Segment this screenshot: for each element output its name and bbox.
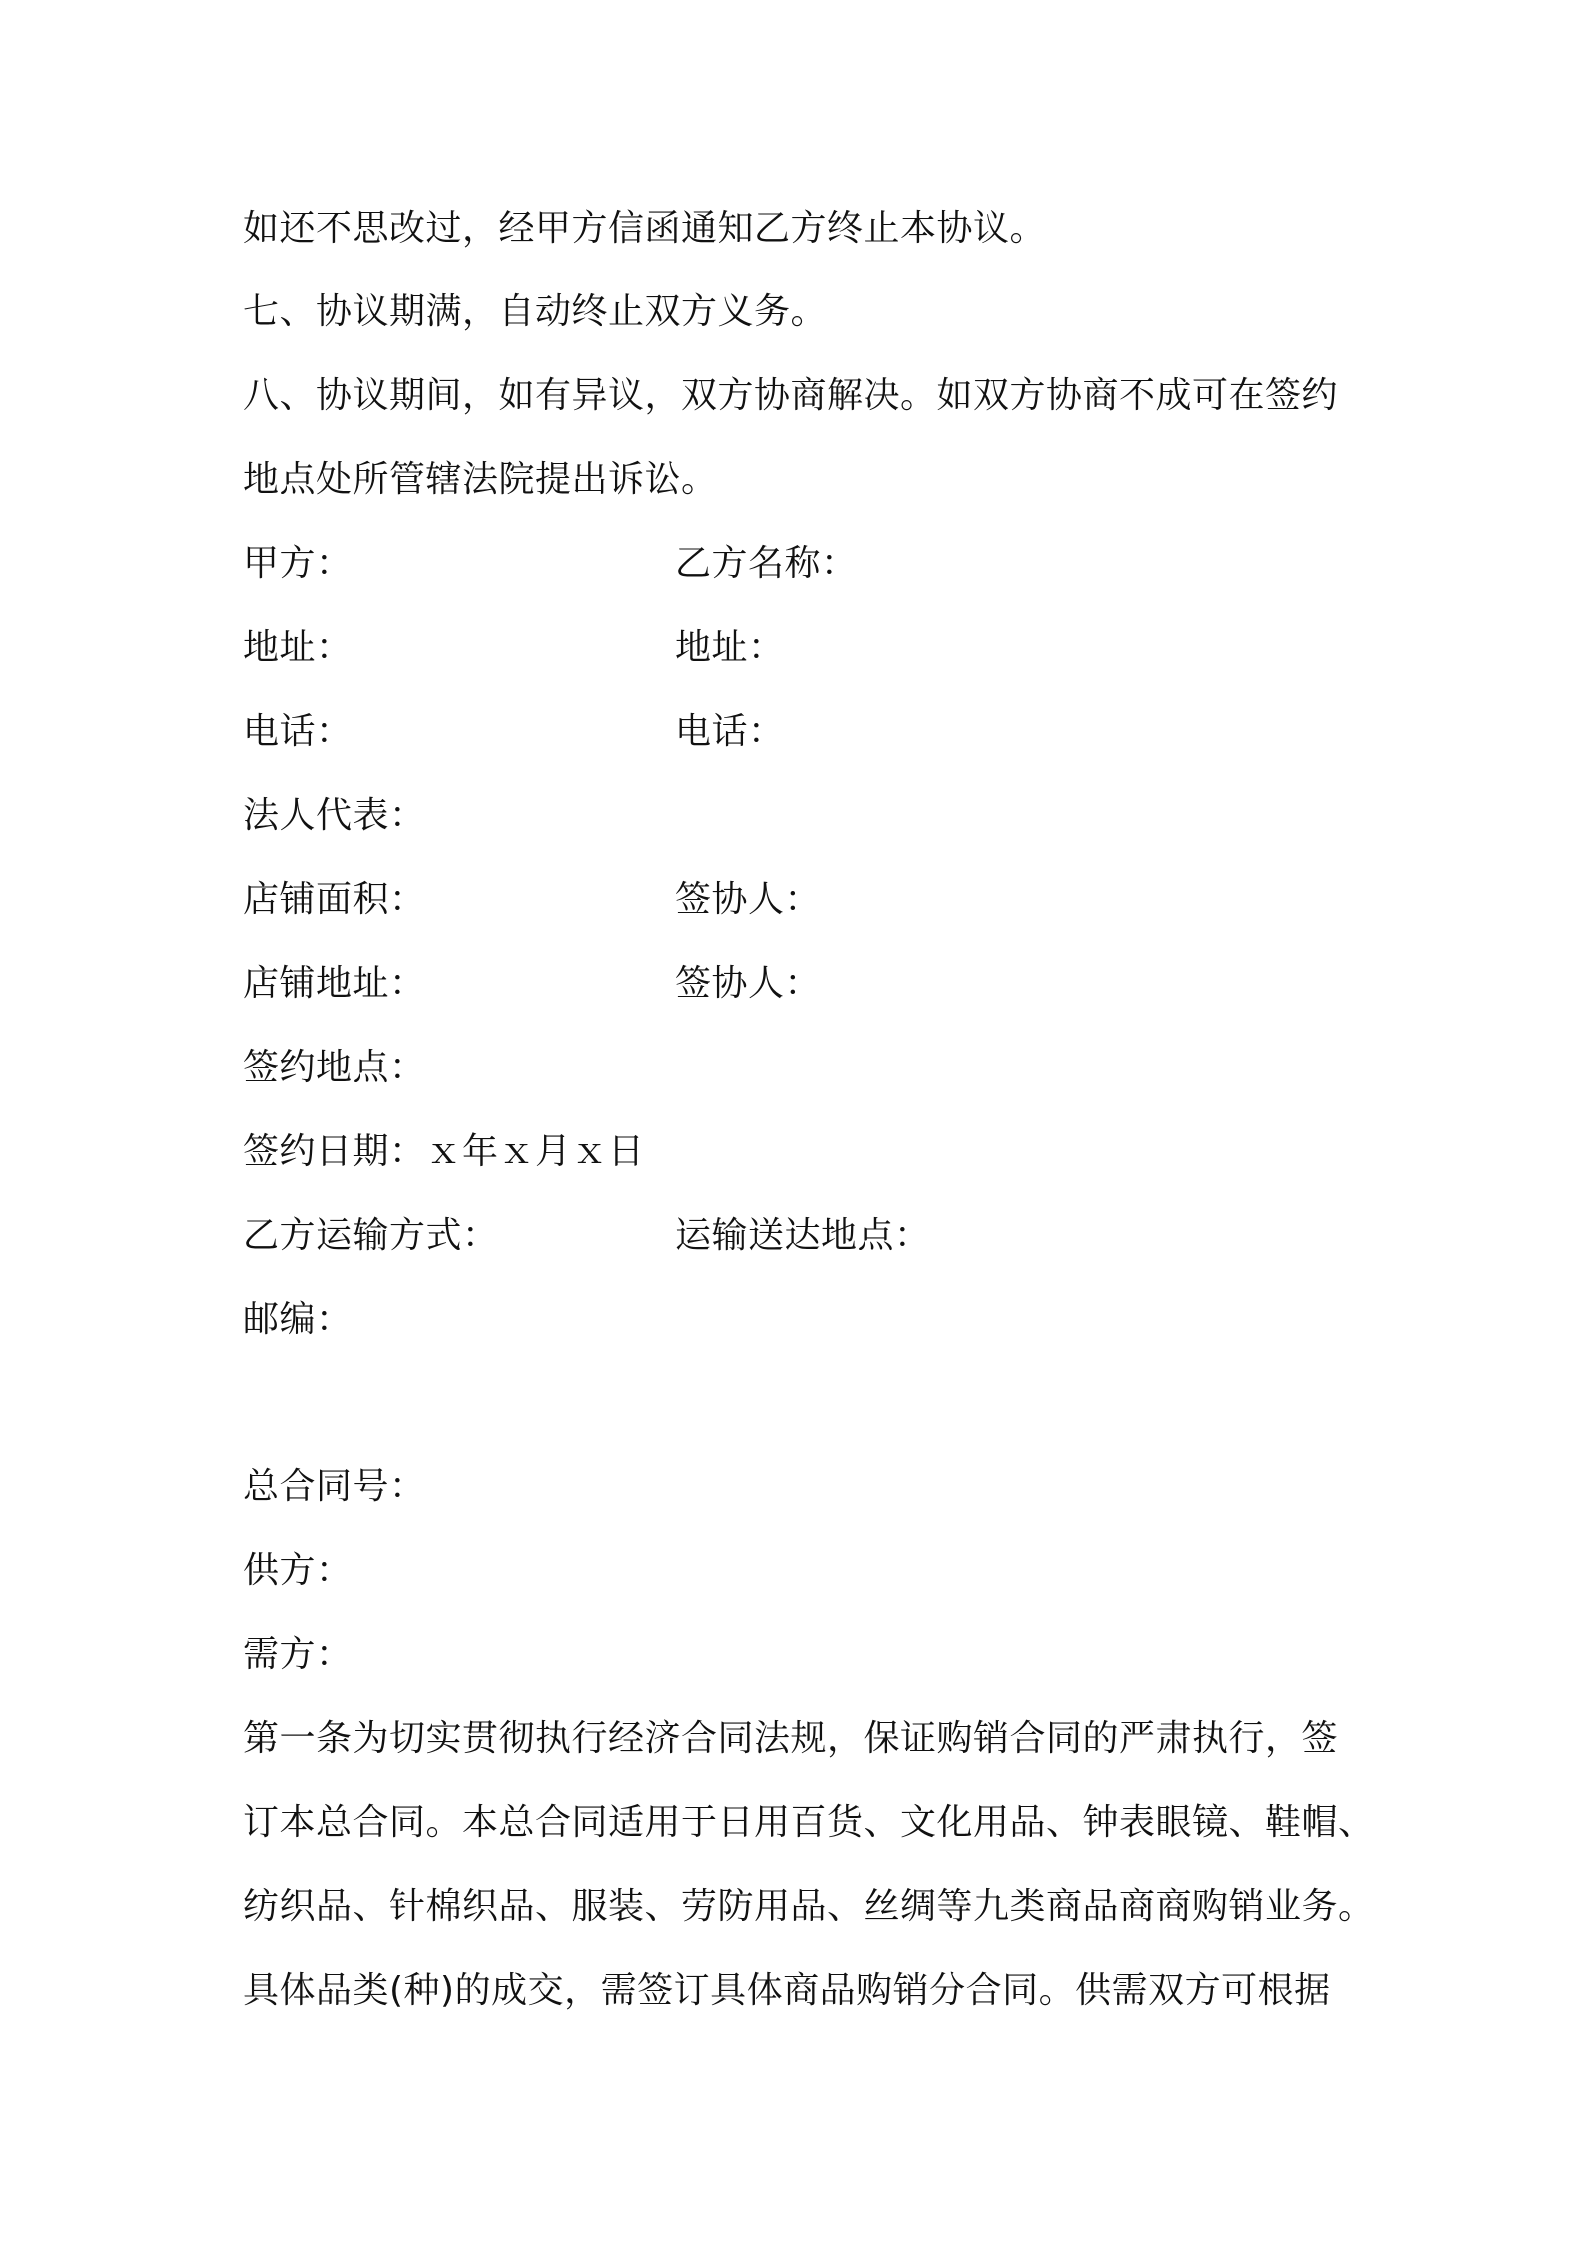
shop-address-label: 店铺地址： — [243, 963, 426, 1004]
party-a-label: 甲方： — [243, 543, 353, 584]
supplier-label: 供方： — [243, 1550, 353, 1591]
article-1-line-1: 第一条为切实贯彻执行经济合同法规，保证购销合同的严肃执行，签 — [243, 1718, 1339, 1759]
postcode-label: 邮编： — [243, 1299, 353, 1340]
sign-place-label: 签约地点： — [243, 1047, 426, 1088]
address-a-label: 地址： — [243, 627, 353, 668]
shop-area-label: 店铺面积： — [243, 879, 426, 920]
clause-8-line-2: 地点处所管辖法院提出诉讼。 — [243, 459, 718, 500]
signature-row-party — [243, 540, 1363, 588]
address-b-label: 地址： — [675, 627, 785, 668]
phone-b-label: 电话： — [675, 711, 785, 752]
signature-row-shop-address — [243, 960, 1363, 1008]
article-1-line-2: 订本总合同。本总合同适用于日用百货、文化用品、钟表眼镜、鞋帽、 — [243, 1802, 1375, 1843]
delivery-place-label: 运输送达地点： — [675, 1215, 931, 1256]
party-b-name-label: 乙方名称： — [675, 543, 858, 584]
paragraph-line: 如还不思改过，经甲方信函通知乙方终止本协议。 — [243, 208, 1047, 249]
phone-a-label: 电话： — [243, 711, 353, 752]
transport-mode-label: 乙方运输方式： — [243, 1215, 499, 1256]
buyer-label: 需方： — [243, 1634, 353, 1675]
clause-8-line-1: 八、协议期间，如有异议，双方协商解决。如双方协商不成可在签约 — [243, 375, 1339, 416]
signature-row-shop-area — [243, 876, 1363, 924]
legal-rep-label: 法人代表： — [243, 795, 426, 836]
contract-number-label: 总合同号： — [243, 1466, 426, 1507]
co-signer-label-1: 签协人： — [675, 879, 822, 920]
signature-row-phone — [243, 708, 1363, 756]
signature-row-transport — [243, 1212, 1363, 1260]
co-signer-label-2: 签协人： — [675, 963, 822, 1004]
sign-date-label: 签约日期：ｘ年ｘ月ｘ日 — [243, 1131, 645, 1172]
clause-7: 七、协议期满，自动终止双方义务。 — [243, 291, 828, 332]
article-1-line-4: 具体品类(种)的成交，需签订具体商品购销分合同。供需双方可根据 — [243, 1970, 1331, 2011]
signature-row-address — [243, 624, 1363, 672]
article-1-line-3: 纺织品、针棉织品、服装、劳防用品、丝绸等九类商品商商购销业务。 — [243, 1886, 1375, 1927]
